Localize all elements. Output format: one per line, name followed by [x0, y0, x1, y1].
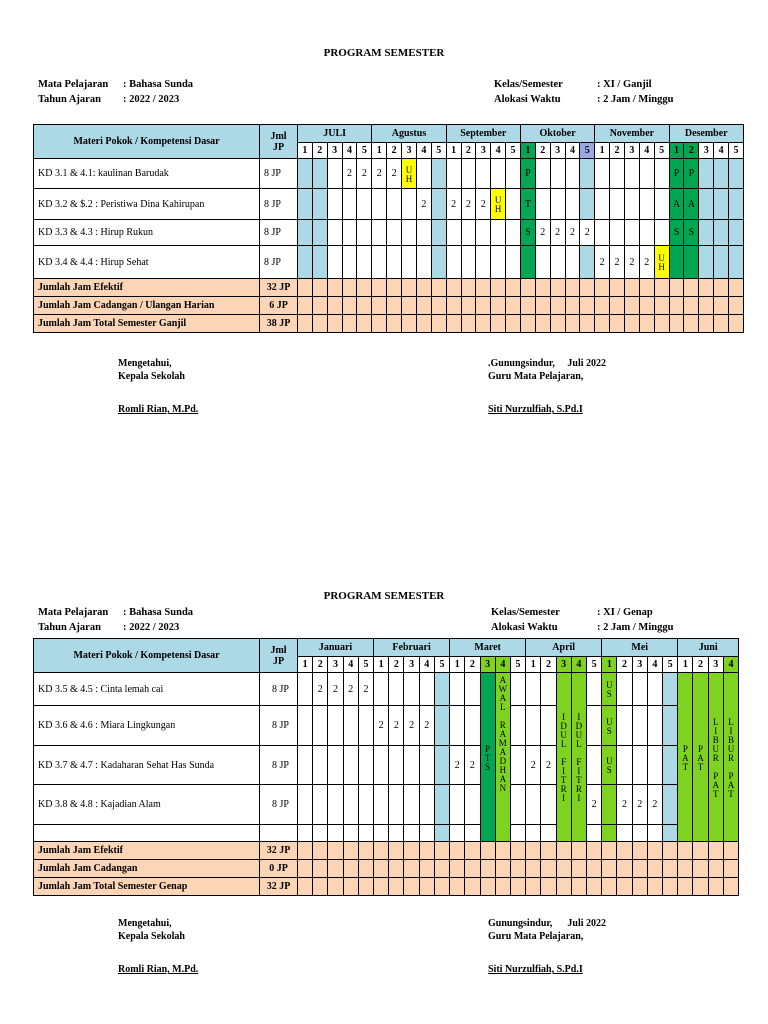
libur-pat-cell: LIBUR PAT: [708, 673, 723, 842]
week-cell: 5: [358, 657, 373, 673]
pat-cell: PAT: [678, 673, 693, 842]
total-value: 38 JP: [260, 315, 298, 333]
idul-fitri-cell: IDUL FITRI: [556, 673, 571, 842]
hour-cell: 2: [550, 220, 565, 246]
week-cell: 3: [699, 143, 714, 159]
pas-cell: P: [684, 159, 699, 189]
uh-cell: UH: [491, 189, 506, 220]
doc1-title: PROGRAM SEMESTER: [323, 47, 445, 59]
week-cell: 3: [327, 143, 342, 159]
week-cell: 5: [510, 657, 525, 673]
month-header: Desember: [669, 125, 743, 143]
week-cell: 5: [729, 143, 744, 159]
hour-cell: 2: [639, 246, 654, 279]
kd-cell: KD 3.8 & 4.8 : Kajadian Alam: [34, 785, 260, 825]
hour-cell: 2: [357, 159, 372, 189]
doc1-sign-right: [488, 357, 606, 416]
week-cell: 3: [632, 657, 647, 673]
us-cell: US: [602, 706, 617, 746]
week-cell: 4: [343, 657, 358, 673]
pas-cell: A: [684, 189, 699, 220]
week-cell: 2: [465, 657, 480, 673]
week-cell: 2: [693, 657, 708, 673]
week-cell: 2: [684, 143, 699, 159]
hour-cell: 2: [374, 706, 389, 746]
week-cell: 1: [595, 143, 610, 159]
hour-cell: 2: [358, 673, 373, 706]
alokasi-value: : 2 Jam / Minggu: [597, 94, 674, 105]
hour-cell: 2: [342, 159, 357, 189]
month-header: April: [526, 639, 602, 657]
total-row: [34, 279, 744, 297]
hour-cell: 2: [450, 746, 465, 785]
week-cell: 1: [526, 657, 541, 673]
pts-cell: T: [520, 189, 535, 220]
alokasi-label: Alokasi Waktu: [494, 94, 561, 105]
hour-cell: 2: [586, 785, 601, 825]
hour-cell: 2: [372, 159, 387, 189]
mapel-label: Mata Pelajaran: [38, 607, 109, 618]
us-cell: US: [602, 746, 617, 785]
week-cell: 3: [328, 657, 343, 673]
week-cell: 2: [610, 143, 625, 159]
pts-cell: S: [520, 220, 535, 246]
total-label: Jumlah Jam Efektif: [34, 842, 260, 860]
pat-cell: PAT: [693, 673, 708, 842]
week-cell: 4: [647, 657, 662, 673]
hour-cell: 2: [328, 673, 343, 706]
week-cell: 4: [416, 143, 431, 159]
total-label: Jumlah Jam Total Semester Ganjil: [34, 315, 260, 333]
month-header: Februari: [374, 639, 450, 657]
week-cell: 5: [434, 657, 449, 673]
week-cell: 5: [506, 143, 521, 159]
pts-cell: P: [520, 159, 535, 189]
jp-cell: 8 JP: [260, 246, 298, 279]
hour-cell: 2: [419, 706, 434, 746]
hour-cell: 2: [632, 785, 647, 825]
table-row: [34, 673, 739, 706]
hour-cell: 2: [595, 246, 610, 279]
mapel-value: : Bahasa Sunda: [123, 79, 194, 90]
kd-cell: KD 3.1 & 4.1: kaulinan Barudak: [34, 159, 260, 189]
total-row: [34, 878, 739, 896]
month-header: Maret: [450, 639, 526, 657]
table-row: [34, 746, 739, 785]
sign-text: Guru Mata Pelajaran,: [488, 371, 584, 382]
table-row: [34, 246, 744, 279]
hour-cell: 2: [565, 220, 580, 246]
pas-cell: S: [669, 220, 684, 246]
us-cell: US: [602, 673, 617, 706]
pas-cell: S: [684, 220, 699, 246]
alokasi-value: : 2 Jam / Minggu: [597, 622, 674, 633]
pts-cell: PTS: [480, 673, 495, 842]
total-value: 6 JP: [260, 297, 298, 315]
week-cell: 1: [602, 657, 617, 673]
month-header: Mei: [602, 639, 678, 657]
week-cell: 1: [450, 657, 465, 673]
week-cell: 3: [402, 143, 417, 159]
tahun-value: : 2022 / 2023: [123, 622, 180, 633]
hour-cell: 2: [476, 189, 491, 220]
hour-cell: 2: [416, 189, 431, 220]
total-label: Jumlah Jam Cadangan: [34, 860, 260, 878]
sign-text: Kepala Sekolah: [118, 931, 185, 942]
sign-text: Mengetahui,: [118, 918, 172, 929]
total-row: [34, 297, 744, 315]
doc2-meta-right: [491, 605, 673, 635]
week-cell: 1: [374, 657, 389, 673]
week-cell: 3: [624, 143, 639, 159]
week-cell: 1: [678, 657, 693, 673]
week-cell: 5: [357, 143, 372, 159]
hour-cell: 2: [387, 159, 402, 189]
jml-header: Jml JP: [260, 639, 298, 673]
hour-cell: 2: [526, 746, 541, 785]
week-cell: 5: [663, 657, 678, 673]
sign-text: Gunungsindur, Juli 2022: [488, 918, 607, 929]
idul-fitri-cell: IDUL FITRI: [571, 673, 586, 842]
hour-cell: 2: [624, 246, 639, 279]
hour-cell: 2: [313, 673, 328, 706]
week-cell: 3: [556, 657, 571, 673]
total-value: 32 JP: [260, 878, 298, 896]
materi-header: Materi Pokok / Kompetensi Dasar: [34, 125, 260, 159]
week-cell: 4: [419, 657, 434, 673]
table-row: [34, 220, 744, 246]
kd-cell: KD 3.3 & 4.3 : Hirup Rukun: [34, 220, 260, 246]
week-cell: 4: [723, 657, 738, 673]
table-row: [34, 785, 739, 825]
jp-cell: 8 JP: [260, 159, 298, 189]
jp-cell: 8 JP: [260, 673, 298, 706]
hour-cell: 2: [535, 220, 550, 246]
pas-cell: A: [669, 189, 684, 220]
table-row: [34, 159, 744, 189]
month-header: Agustus: [372, 125, 446, 143]
week-cell: 1: [298, 657, 313, 673]
doc2-schedule-table: [33, 638, 739, 896]
hour-cell: 2: [343, 673, 358, 706]
mapel-value: : Bahasa Sunda: [123, 607, 194, 618]
week-cell: 5: [431, 143, 446, 159]
kelas-label: Kelas/Semester: [491, 607, 560, 618]
week-cell: 4: [565, 143, 580, 159]
week-cell: 2: [313, 657, 328, 673]
week-cell: 4: [342, 143, 357, 159]
sign-text: Kepala Sekolah: [118, 371, 185, 382]
total-row: [34, 315, 744, 333]
total-row: [34, 842, 739, 860]
total-value: 32 JP: [260, 279, 298, 297]
week-cell: 3: [480, 657, 495, 673]
week-cell: 3: [476, 143, 491, 159]
jp-cell: 8 JP: [260, 220, 298, 246]
week-cell: 5: [586, 657, 601, 673]
doc1-meta-right: [494, 77, 673, 107]
month-header: JULI: [298, 125, 372, 143]
hour-cell: 2: [617, 785, 632, 825]
week-cell: 4: [491, 143, 506, 159]
pas-cell: P: [669, 159, 684, 189]
month-header: September: [446, 125, 520, 143]
week-cell: 4: [571, 657, 586, 673]
week-cell: 3: [708, 657, 723, 673]
week-cell: 2: [312, 143, 327, 159]
month-header: November: [595, 125, 669, 143]
signer-name: Siti Nurzulfiah, S.Pd.I: [488, 964, 583, 975]
week-cell: 5: [580, 143, 595, 159]
mapel-label: Mata Pelajaran: [38, 79, 109, 90]
total-value: 0 JP: [260, 860, 298, 878]
hour-cell: 2: [541, 746, 556, 785]
tahun-label: Tahun Ajaran: [38, 622, 101, 633]
doc1-meta-left: [38, 77, 193, 107]
total-label: Jumlah Jam Cadangan / Ulangan Harian: [34, 297, 260, 315]
week-cell: 5: [654, 143, 669, 159]
week-cell: 2: [389, 657, 404, 673]
week-cell: 1: [446, 143, 461, 159]
hour-cell: 2: [404, 706, 419, 746]
jml-header: Jml JP: [260, 125, 298, 159]
week-cell: 2: [461, 143, 476, 159]
table-row: [34, 706, 739, 746]
kd-cell: KD 3.2 & $.2 : Peristiwa Dina Kahirupan: [34, 189, 260, 220]
sign-text: Guru Mata Pelajaran,: [488, 931, 584, 942]
kd-cell: KD 3.6 & 4.6 : Miara Lingkungan: [34, 706, 260, 746]
table-row: [34, 189, 744, 220]
week-cell: 1: [669, 143, 684, 159]
doc2-meta-left: [38, 605, 193, 635]
week-cell: 2: [541, 657, 556, 673]
week-cell: 2: [387, 143, 402, 159]
hour-cell: 2: [389, 706, 404, 746]
week-cell: 3: [404, 657, 419, 673]
doc2-title: PROGRAM SEMESTER: [323, 590, 445, 602]
week-cell: 4: [714, 143, 729, 159]
kd-cell: KD 3.7 & 4.7 : Kadaharan Sehat Has Sunda: [34, 746, 260, 785]
week-cell: 1: [298, 143, 313, 159]
total-value: 32 JP: [260, 842, 298, 860]
materi-header: Materi Pokok / Kompetensi Dasar: [34, 639, 260, 673]
kd-cell: KD 3.4 & 4.4 : Hirup Sehat: [34, 246, 260, 279]
signer-name: Siti Nurzulfiah, S.Pd.I: [488, 404, 583, 415]
month-header: Januari: [298, 639, 374, 657]
month-header: Oktober: [520, 125, 594, 143]
kd-cell: KD 3.5 & 4.5 : Cinta lemah cai: [34, 673, 260, 706]
jp-cell: 8 JP: [260, 706, 298, 746]
total-label: Jumlah Jam Total Semester Genap: [34, 878, 260, 896]
uh-cell: UH: [654, 246, 669, 279]
hour-cell: 2: [465, 746, 480, 785]
alokasi-label: Alokasi Waktu: [491, 622, 558, 633]
hour-cell: 2: [647, 785, 662, 825]
hour-cell: 2: [610, 246, 625, 279]
jp-cell: 8 JP: [260, 746, 298, 785]
libur-pat-cell: LIBUR PAT: [723, 673, 738, 842]
signer-name: Romli Rian, M.Pd.: [118, 964, 199, 975]
jp-cell: 8 JP: [260, 785, 298, 825]
total-label: Jumlah Jam Efektif: [34, 279, 260, 297]
month-header: Juni: [678, 639, 739, 657]
uh-cell: UH: [402, 159, 417, 189]
hour-cell: 2: [446, 189, 461, 220]
week-cell: 3: [550, 143, 565, 159]
kelas-value: : XI / Genap: [597, 607, 653, 618]
week-cell: 4: [639, 143, 654, 159]
kelas-label: Kelas/Semester: [494, 79, 563, 90]
sign-text: .Gunungsindur, Juli 2022: [488, 358, 607, 369]
week-cell: 2: [535, 143, 550, 159]
week-cell: 1: [520, 143, 535, 159]
tahun-value: : 2022 / 2023: [123, 94, 180, 105]
table-row: [34, 825, 739, 842]
awal-ramadhan-cell: AWAL RAMADHAN: [495, 673, 510, 842]
hour-cell: 2: [580, 220, 595, 246]
doc2-sign-right: [488, 917, 606, 976]
hour-cell: 2: [461, 189, 476, 220]
signer-name: Romli Rian, M.Pd.: [118, 404, 199, 415]
total-row: [34, 860, 739, 878]
doc1-sign-left: [118, 357, 198, 416]
tahun-label: Tahun Ajaran: [38, 94, 101, 105]
sign-text: Mengetahui,: [118, 358, 172, 369]
kelas-value: : XI / Ganjil: [597, 79, 652, 90]
week-cell: 2: [617, 657, 632, 673]
doc2-sign-left: [118, 917, 198, 976]
week-cell: 4: [495, 657, 510, 673]
doc1-schedule-table: [33, 124, 744, 333]
week-cell: 1: [372, 143, 387, 159]
jp-cell: 8 JP: [260, 189, 298, 220]
